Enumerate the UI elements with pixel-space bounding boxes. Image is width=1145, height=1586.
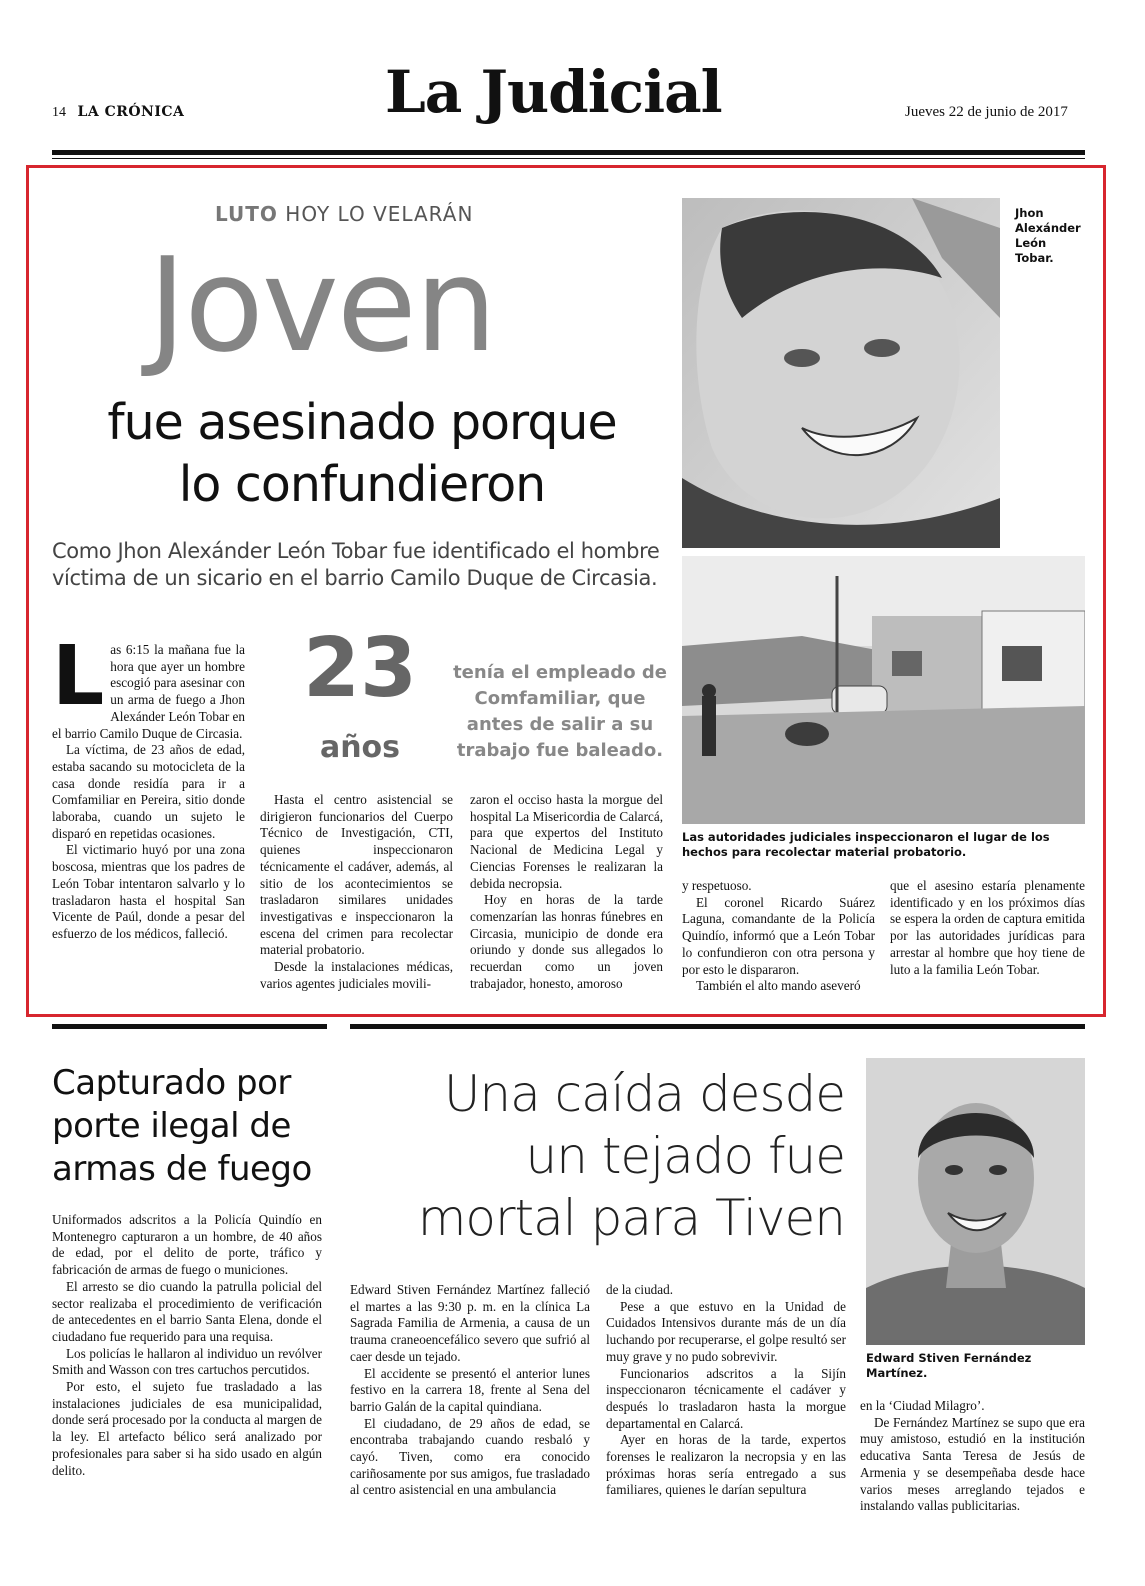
- paragraph: en la ‘Ciudad Milagro’.: [860, 1398, 985, 1413]
- scene-illustration: [682, 556, 1085, 824]
- publication-name: LA CRÓNICA: [77, 104, 185, 120]
- tiven-caption: Edward Stiven Fernández Martínez.: [866, 1351, 1032, 1380]
- header-rule: [52, 150, 1085, 155]
- story3-column-3: [860, 1398, 1085, 1515]
- paragraph: Hasta el centro asistencial se dirigieron funcionarios del Cuerpo Técnico de Investigación, CTI, quienes inspeccionaron técnicamente el cadáver, además, al sitio de los acontecimientos se trasladaron similares unidades investigativas e inspeccionaron la escena del crimen para recolectar material probatorio.: [260, 792, 453, 958]
- story3-headline: [395, 1063, 845, 1249]
- paragraph: Edward Stiven Fernández Martínez falleció el martes a las 9:30 p. m. en la clínica La Sagrada Familia de Armenia, a causa de un trauma craneoencefálico severo que sufrió al caer desde un tejado.: [350, 1282, 590, 1364]
- lead-column-2: [260, 792, 453, 992]
- lead-column-1: [52, 629, 245, 943]
- section-bar-right: [350, 1024, 1085, 1029]
- paragraph: Desde la instalaciones médicas, varios agentes judiciales movili-: [260, 959, 453, 991]
- lead-headline: [52, 392, 672, 516]
- story3-column-2: [606, 1282, 846, 1499]
- paragraph: La víctima, de 23 años de edad, estaba sacando su motocicleta de la casa donde residía para ir a Comfamiliar en Pereira, sitio donde laboraba, cuando un sujeto le disparó en repetidas ocasiones.: [52, 742, 245, 841]
- lead-kicker: [215, 202, 473, 226]
- headline-line-1: Una caída desde: [443, 1065, 845, 1123]
- paragraph: zaron el occiso hasta la morgue del hospital La Misericordia de Calarcá, para que expertos del Instituto Nacional de Medicina Legal y Ciencias Forenses le realizaran la debida necropsia.: [470, 792, 663, 891]
- kicker-label: LUTO: [215, 202, 278, 226]
- headline-line-3: mortal para Tiven: [417, 1189, 845, 1247]
- lead-column-5: [890, 878, 1085, 978]
- paragraph: Los policías le hallaron al individuo un revólver Smith and Wasson con tres cartuchos percutidos.: [52, 1345, 322, 1378]
- paragraph: as 6:15 la mañana fue la hora que ayer un hombre escogió para asesinar con un arma de fuego a Jhon Alexánder León Tobar en el barrio Camilo Duque de Circasia.: [52, 642, 245, 741]
- paragraph: De Fernández Martínez se supo que era muy amistoso, estudió en la institución educativa Santa Teresa de Jesús de Armenia y se desempeñaba desde hace varios meses arreglando tejados e instalando vallas publicitarias.: [860, 1414, 1085, 1514]
- paragraph: Ayer en horas de la tarde, expertos forenses le realizaron la necropsia y en las próximas horas sería entregado a sus familiares, quienes le darían sepultura: [606, 1432, 846, 1498]
- page-header-left: [52, 104, 184, 121]
- paragraph: Hoy en horas de la tarde comenzarían las honras fúnebres en Circasia, municipio de donde era oriundo y donde sus allegados lo recuerdan como un joven trabajador, honesto, amoroso: [470, 892, 663, 991]
- kicker-text: HOY LO VELARÁN: [285, 202, 474, 226]
- paragraph: También el alto mando aseveró: [696, 978, 861, 994]
- paragraph: y respetuoso.: [682, 878, 752, 893]
- headline-big-word: Joven: [148, 229, 496, 381]
- lead-column-3: [470, 792, 663, 992]
- headline-line-2: lo confundieron: [178, 456, 546, 513]
- section-title: La Judicial: [385, 58, 722, 126]
- age-callout-number: 23: [302, 621, 418, 716]
- tiven-portrait-photo: [866, 1058, 1085, 1345]
- issue-date: Jueves 22 de junio de 2017: [905, 104, 1068, 120]
- paragraph: Funcionarios adscritos a la Sijín inspeccionaron técnicamente el cadáver y después lo trasladaron hasta la morgue departamental en Calarcá.: [606, 1365, 846, 1431]
- drop-cap: L: [52, 629, 105, 724]
- headline-line-2: un tejado fue: [525, 1127, 845, 1185]
- paragraph: Uniformados adscritos a la Policía Quindío en Montenegro capturaron a un hombre, de 40 años de edad, por el delito de porte, tráfico y fabricación de armas de fuego o municiones.: [52, 1212, 322, 1278]
- scene-caption: Las autoridades judiciales inspeccionaron el lugar de los hechos para recolectar material probatorio.: [682, 830, 1050, 859]
- paragraph: Pese a que estuvo en la Unidad de Cuidados Intensivos durante más de un día luchando por recuperarse, el golpe resultó ser muy grave y no pudo sobrevivir.: [606, 1298, 846, 1364]
- story2-body: [52, 1212, 322, 1479]
- headline-line-1: fue asesinado porque: [107, 394, 617, 451]
- crime-scene-photo: [682, 556, 1085, 824]
- paragraph: El accidente se presentó el anterior lunes festivo en la carrera 18, frente al Sena del barrio Galán de la capital quindiana.: [350, 1365, 590, 1414]
- paragraph: El ciudadano, de 29 años de edad, se encontraba trabajando cuando resbaló y cayó. Tiven, como era conocido cariñosamente por sus amigos, fue trasladado al centro asistencial en una ambulancia: [350, 1415, 590, 1498]
- portrait-illustration: [682, 198, 1000, 548]
- paragraph: de la ciudad.: [606, 1282, 674, 1297]
- paragraph: El coronel Ricardo Suárez Laguna, comandante de la Policía Quindío, informó que a León Tobar lo confundieron con otra persona y por esto le dispararon.: [682, 894, 875, 977]
- victim-portrait-photo: [682, 198, 1000, 548]
- paragraph: El arresto se dio cuando la patrulla policial del sector realizaba el procedimiento de verificación de antecedentes en el barrio Santa Elena, donde el ciudadano fue requerido para una requisa.: [52, 1278, 322, 1344]
- tiven-illustration: [866, 1058, 1085, 1345]
- paragraph: Por esto, el sujeto fue trasladado a las instalaciones judiciales de esa municipalidad, donde será procesado por la conducta al margen de la ley. El artefacto bélico será analizado por profesionales para saber si ha sido usado en algún delito.: [52, 1379, 322, 1478]
- paragraph: que el asesino estaría plenamente identificado y en los próximos días se espera la orden de captura emitida por las autoridades jurídicas para arrestar al hombre que hoy tiene de luto a la familia León Tobar.: [890, 878, 1085, 977]
- age-callout-unit: años: [319, 730, 401, 765]
- paragraph: El victimario huyó por una zona boscosa, mientras que los padres de León Tobar intentaron salvarlo y lo trasladaron hasta el hospital San Vicente de Paúl, donde a pesar del esfuerzo de los médicos, falleció.: [52, 842, 245, 941]
- lead-column-4: [682, 878, 875, 995]
- section-bar-left: [52, 1024, 327, 1029]
- story3-column-1: [350, 1282, 590, 1499]
- story2-headline: Capturado por porte ilegal de armas de fuego: [52, 1063, 312, 1189]
- header-rule-thin: [52, 158, 1085, 159]
- portrait-caption: Jhon Alexánder León Tobar.: [1015, 206, 1081, 265]
- page-number: 14: [52, 105, 66, 120]
- pull-quote: tenía el empleado de Comfamiliar, que antes de salir a su trabajo fue baleado.: [453, 662, 667, 761]
- lead-deck: Como Jhon Alexánder León Tobar fue identificado el hombre víctima de un sicario en el barrio Camilo Duque de Circasia.: [52, 539, 660, 590]
